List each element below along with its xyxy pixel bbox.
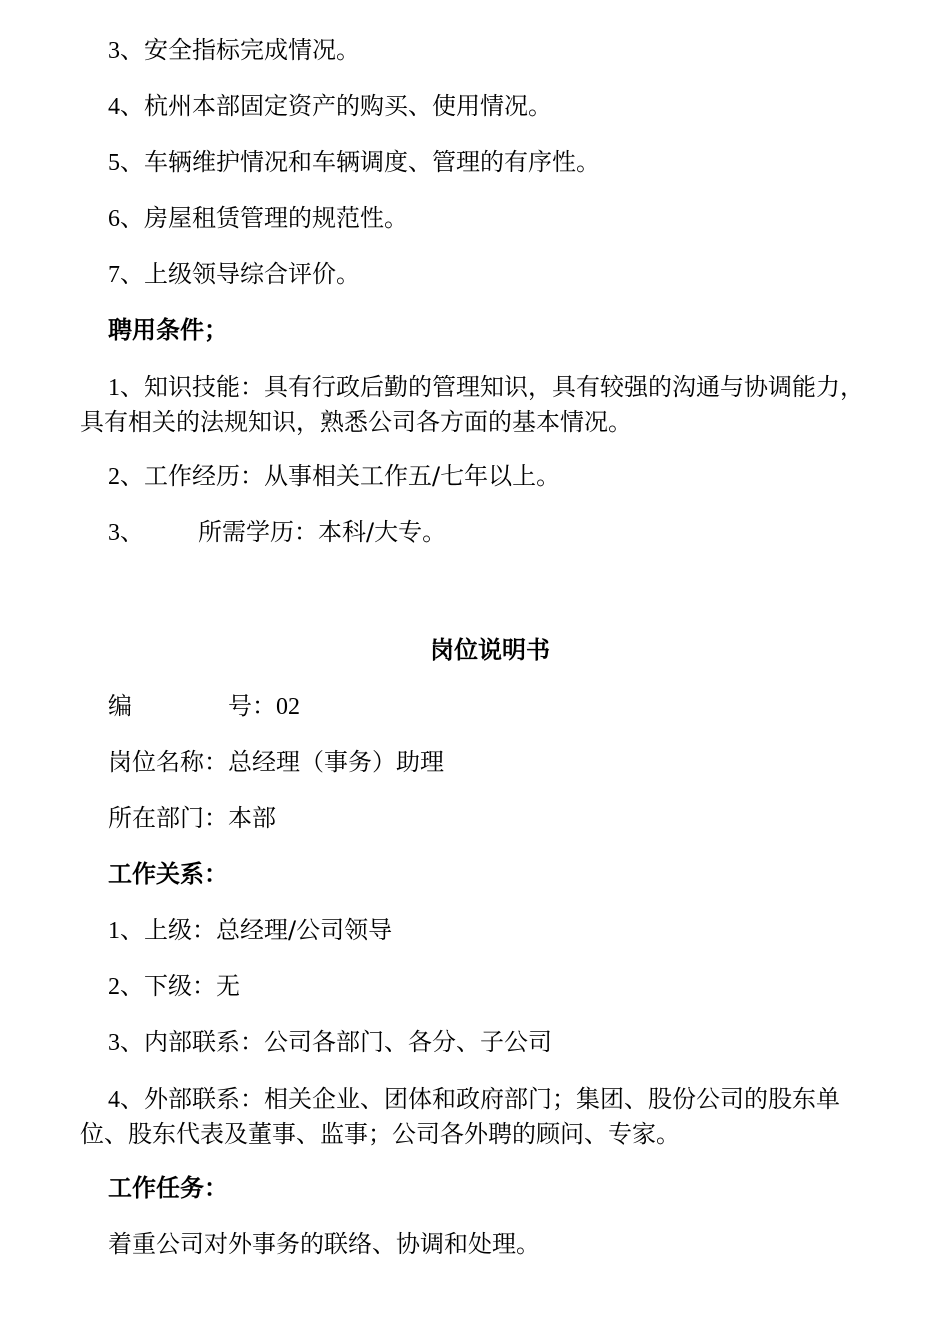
item-number: 4、 — [108, 94, 144, 120]
number-label: 编 号： — [108, 692, 276, 720]
tasks-heading: 工作任务： — [108, 1174, 228, 1202]
position-field: 岗位名称：总经理（事务）助理 — [108, 748, 444, 776]
department-field: 所在部门：本部 — [108, 804, 276, 832]
item-number: 3、 — [108, 1030, 144, 1056]
item-number: 1、 — [108, 375, 144, 401]
item-text: 杭州本部固定资产的购买、使用情况。 — [144, 92, 552, 120]
assessment-item-6 — [80, 201, 898, 236]
assessment-item-4 — [80, 89, 898, 124]
relations-heading: 工作关系： — [108, 860, 228, 888]
item-text: 上级：总经理/公司领导 — [144, 916, 393, 944]
assessment-item-5 — [80, 145, 898, 180]
relation-item-1 — [80, 913, 898, 948]
item-text: 车辆维护情况和车辆调度、管理的有序性。 — [144, 148, 600, 176]
assessment-item-3 — [80, 33, 898, 68]
item-text: 所需学历：本科/大专。 — [198, 518, 447, 546]
item-number: 1、 — [108, 918, 144, 944]
item-text: 外部联系：相关企业、团体和政府部门；集团、股份公司的股东单位、股东代表及董事、监事；公司各外聘的顾问、专家。 — [80, 1085, 840, 1148]
item-text: 房屋租赁管理的规范性。 — [144, 204, 408, 232]
item-text: 知识技能：具有行政后勤的管理知识，具有较强的沟通与协调能力，具有相关的法规知识，熟悉公司各方面的基本情况。 — [80, 373, 864, 436]
item-number: 5、 — [108, 150, 144, 176]
number-value: 02 — [276, 694, 300, 720]
item-text: 下级：无 — [144, 972, 240, 1000]
relation-item-4 — [80, 1082, 870, 1151]
item-number: 6、 — [108, 206, 144, 232]
tasks-text: 着重公司对外事务的联络、协调和处理。 — [108, 1230, 540, 1258]
relation-item-3 — [80, 1025, 898, 1060]
condition-item-1 — [80, 370, 870, 439]
item-text: 工作经历：从事相关工作五/七年以上。 — [144, 462, 561, 490]
item-text: 安全指标完成情况。 — [144, 36, 360, 64]
item-number: 2、 — [108, 464, 144, 490]
item-number: 4、 — [108, 1087, 144, 1113]
item-text: 上级领导综合评价。 — [144, 260, 360, 288]
item-text: 内部联系：公司各部门、各分、子公司 — [144, 1028, 552, 1056]
item-number: 3、 — [108, 38, 144, 64]
conditions-heading: 聘用条件； — [108, 316, 228, 344]
relation-item-2 — [80, 969, 898, 1004]
condition-item-2 — [80, 459, 898, 494]
number-field — [80, 689, 898, 724]
condition-item-3 — [80, 515, 898, 550]
item-number: 2、 — [108, 974, 144, 1000]
item-number: 3、 — [108, 520, 144, 546]
document-title: 岗位说明书 — [430, 636, 550, 664]
assessment-item-7 — [80, 257, 898, 292]
item-number: 7、 — [108, 262, 144, 288]
